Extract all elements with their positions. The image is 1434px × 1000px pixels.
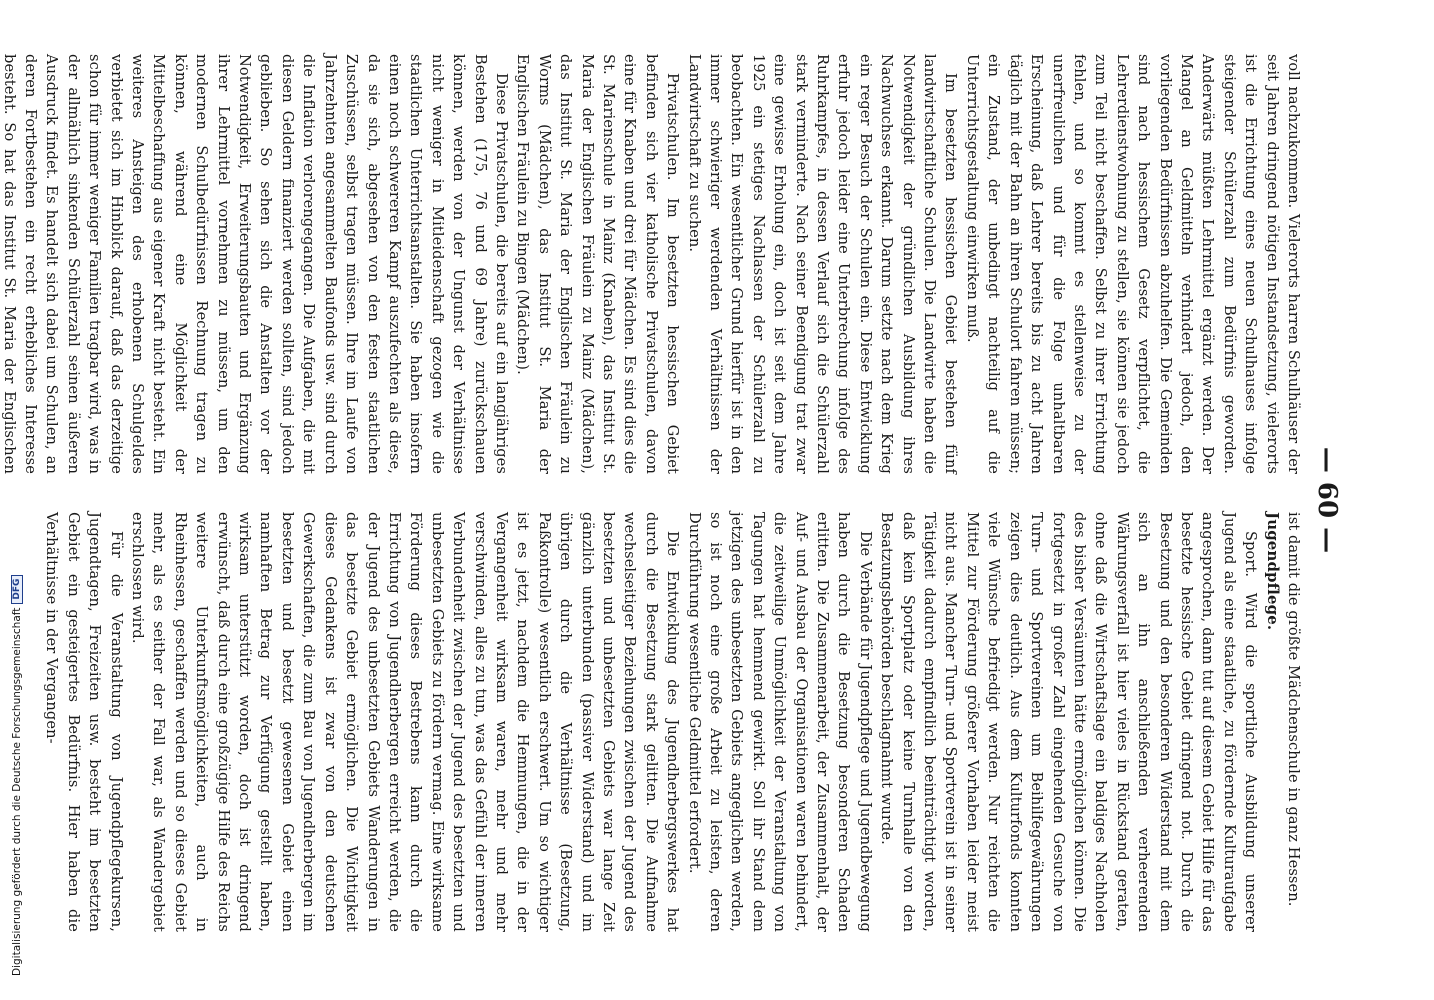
credit-text: Digitalisierung gefördert durch die Deutsche Forschungsgemeinschaft: [11, 607, 23, 976]
section-heading: Jugendpflege.: [1263, 512, 1282, 631]
paragraph: Die Entwicklung des Jugendherbergswerkes hat durch die Besetzung stark gelitten. Die Aufnahme wechselseitiger Beziehungen zwischen der Jugend des besetzten und unbesetzten Gebiets war lange Zeit gänzlich unterbunden (passiver Widerstand) und im übrigen durch die Verhältnisse (Besetzung, Paßkontrolle) wesentlich erschwert. Um so wichtiger ist es jetzt, nachdem die Hemmungen, die in der Vergangenheit wirksam waren, mehr und mehr verschwinden, alles zu tun, was das Gefühl der inneren Verbundenheit zwischen der Jugend des besetzten und unbesetzten Gebiets zu fördern vermag. Eine wirksame Förderung dieses Bestrebens kann durch die Errichtung von Jugendherbergen erreicht werden, die der Jugend des unbesetzten Gebiets Wanderungen in das besetzte Gebiet ermöglichen. Die Wichtigkeit dieses Gedankens ist zwar von den deutschen Gewerkschaften, die zum Bau von Jugendherbergen im besetzten und besetzt gewesenen Gebiet einen namhaften Betrag zur Verfügung gestellt haben, wirksam unterstützt worden, doch ist dringend erwünscht, daß durch eine großzügige Hilfe des Reichs weitere Unterkunftsmöglichkeiten, auch in Rheinhessen, geschaffen werden und so dieses Gebiet mehr, als es seither der Fall war, als Wandergebiet erschlossen wird.: [129, 512, 682, 932]
digitization-credit: [0, 0, 22, 1000]
right-column: [43, 512, 1304, 932]
left-column: [0, 54, 1304, 474]
page-number: — 60 —: [1312, 446, 1342, 554]
paragraph: Sport. Wird die sportliche Ausbildung unserer Jugend als eine staatliche, zu fördernde Kulturaufgabe angesprochen, dann tut auf diesem Gebiet Hilfe für das besetzte hessische Gebiet dringend not. Durch die Besetzung und den besonderen Widerstand mit dem sich an ihn anschließenden verheerenden Währungsverfall ist hier vieles in Rückstand geraten, ohne daß die Wirtschaftslage ein baldiges Nachholen des bisher Versäumten hätte ermöglichen können. Die fortgesetzt in großer Zahl eingehenden Gesuche von Turn- und Sportvereinen um Beihilfegewährungen zeigen dies deutlich. Aus dem Kulturfonds konnten viele Wünsche befriedigt werden. Nur reichten die Mittel zur Förderung größerer Vorhaben leider meist nicht aus. Mancher Turn- und Sportverein ist in seiner Tätigkeit dadurch empfindlich beeinträchtigt worden, daß kein Sportplatz oder keine Turnhalle von den Besatzungsbehörden beschlagnahmt wurde.: [878, 512, 1260, 932]
paragraph: Privatschulen. Im besetzten hessischen Gebiet befinden sich vier katholische Privatschulen, davon eine für Knaben und drei für Mädchen. Es sind dies die St. Marienschule in Mainz (Knaben), das Institut St. Maria der Englischen Fräulein zu Mainz (Mädchen), das Institut St. Maria der Englischen Fräulein zu Worms (Mädchen), das Institut St. Maria der Englischen Fräulein zu Bingen (Mädchen).: [514, 54, 682, 474]
paragraph-intro: ist damit die größte Mädchenschule in ganz Hessen.: [1285, 512, 1302, 907]
paragraph: voll nachzukommen. Vielerorts harren Schulhäuser der seit Jahren dringend nötigen Instandsetzung, vielerorts ist die Errichtung eines neuen Schulhauses infolge steigender Schülerzahl zum Bedürfnis geworden. Anderwärts müßten Lehrmittel ergänzt werden. Der Mangel an Geldmitteln verhindert jedoch, den vorliegenden Bedürfnissen abzuhelfen. Die Gemeinden sind nach hessischem Gesetz verpflichtet, die Lehrerdienstwohnung zu stellen, sie können sie jedoch zum Teil nicht beschaffen. Selbst zu ihrer Errichtung fehlen, und so kommt es stellenweise zu der unerfreulichen und für die Folge unhaltbaren Erscheinung, daß Lehrer bereits bis zu acht Jahren täglich mit der Bahn an ihren Schulort fahren müssen; ein Zustand, der unbedingt nachteilig auf die Unterrichtsgestaltung einwirken muß.: [963, 54, 1302, 474]
paragraph: Für die Veranstaltung von Jugendpflegekursen, Jugendtagen, Freizeiten usw. besteht im besetzten Gebiet ein gesteigertes Bedürfnis. Hier haben die Verhältnisse in der Vergangen-: [43, 512, 125, 932]
paragraph: Diese Privatschulen, die bereits auf ein langjähriges Bestehen (175, 76 und 69 Jahre) zurückschauen können, werden von der Ungunst der Verhältnisse nicht weniger in Mitleidenschaft gezogen wie die staatlichen Unterrichtsanstalten. Sie haben insofern einen noch schwereren Kampf auszufechten als diese, da sie sich, abgesehen von den festen staatlichen Zuschüssen, selbst tragen müssen. Ihre im Laufe von Jahrzehnten angesammelten Baufonds usw. sind durch die Inflation verlorengegangen. Die Aufgaben, die mit diesen Geldern finanziert werden sollten, sind jedoch geblieben. So sehen sich die Anstalten vor der Notwendigkeit, Erweiterungsbauten und Ergänzung ihrer Lehrmittel vornehmen zu müssen, um den modernen Schulbedürfnissen Rechnung tragen zu können, während eine Möglichkeit der Mittelbeschaffung aus eigener Kraft nicht besteht. Ein weiteres Ansteigen des erhobenen Schulgeldes verbietet sich im Hinblick darauf, daß das derzeitige schon für immer weniger Familien tragbar wird, was in der allmählich sinkenden Schülerzahl seinen äußeren Ausdruck findet. Es handelt sich dabei um Schulen, an deren Fortbestehen ein recht erhebliches Interesse besteht. So hat das Institut St. Maria der Englischen: [0, 54, 510, 474]
paragraph: Die Verbände für Jugendpflege und Jugendbewegung haben durch die Besetzung besonderen Schaden erlitten. Die Zusammenarbeit, der Zusammenhalt, der Auf- und Ausbau der Organisationen waren behindert, die zeitweilige Unmöglichkeit der Veranstaltung von Tagungen hat hemmend gewirkt. Soll ihr Stand dem jetzigen des unbesetzten Gebiets angeglichen werden, so ist noch eine große Arbeit zu leisten, deren Durchführung wesentliche Geldmittel erfordert.: [685, 512, 874, 932]
dfg-logo-icon: DFG: [11, 575, 23, 604]
paragraph: Im besetzten hessischen Gebiet bestehen fünf landwirtschaftliche Schulen. Die Landwirte haben die Notwendigkeit der gründlichen Ausbildung ihres Nachwuchses erkannt. Darum setzte nach dem Krieg ein reger Besuch der Schulen ein. Diese Entwicklung erfuhr jedoch leider eine Unterbrechung infolge des Ruhrkampfes, in dessen Verlauf sich die Schülerzahl stark verminderte. Nach seiner Beendigung trat zwar eine gewisse Erholung ein, doch ist seit dem Jahre 1925 ein stetiges Nachlassen der Schülerzahl zu beobachten. Ein wesentlicher Grund hierfür ist in den immer schwieriger werdenden Verhältnissen der Landwirtschaft zu suchen.: [685, 54, 960, 474]
